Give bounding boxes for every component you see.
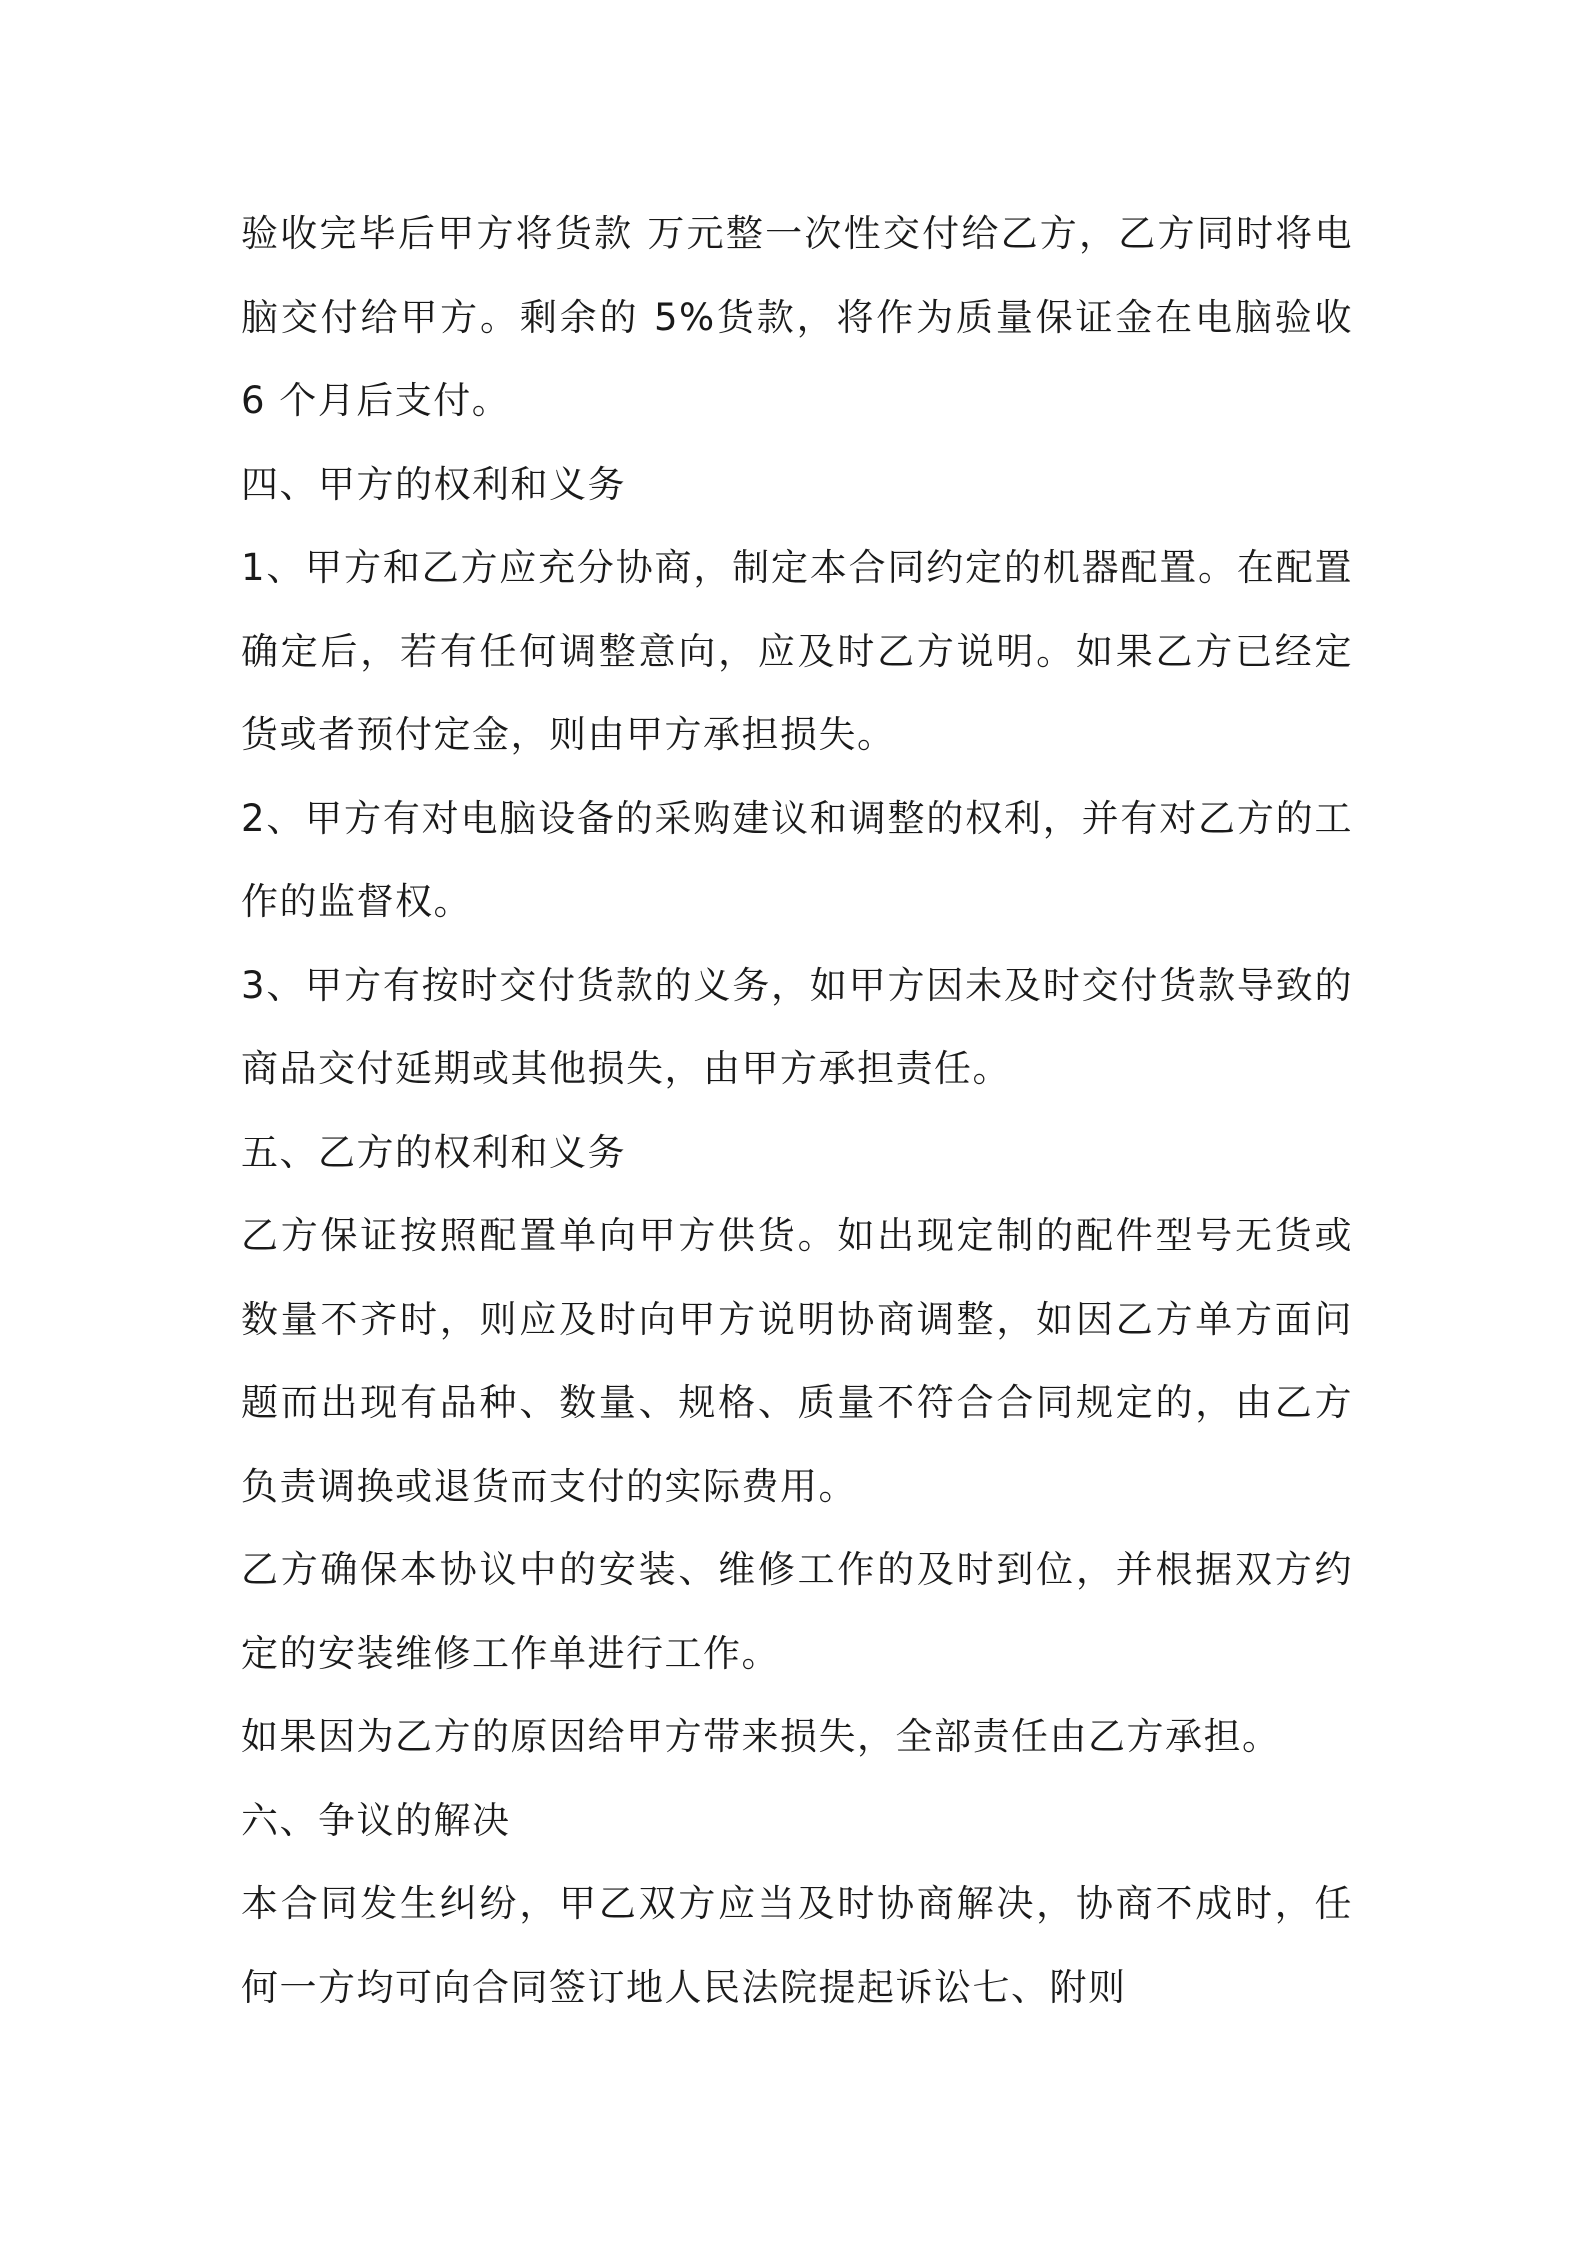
party-b-liability-clause: 如果因为乙方的原因给甲方带来损失，全部责任由乙方承担。 [241, 1715, 1281, 1758]
section-heading-party-b-rights: 五、乙方的权利和义务 [241, 1130, 626, 1174]
party-a-clause-3: 3、甲方有按时交付货款的义务，如甲方因未及时交付货款导致的商品交付延期或其他损失，由甲方承担责任。 [241, 963, 1353, 1090]
dispute-resolution-clause: 本合同发生纠纷，甲乙双方应当及时协商解决，协商不成时，任何一方均可向合同签订地人民法院提起诉讼七、附则 [241, 1882, 1353, 2009]
document-body [241, 192, 1353, 2029]
section-heading-dispute-resolution: 六、争议的解决 [241, 1798, 511, 1842]
party-b-supply-clause: 乙方保证按照配置单向甲方供货。如出现定制的配件型号无货或数量不齐时，则应及时向甲方说明协商调整，如因乙方单方面问题而出现有品种、数量、规格、质量不符合合同规定的，由乙方负责调换或退货而支付的实际费用。 [241, 1214, 1353, 1508]
party-b-installation-clause: 乙方确保本协议中的安装、维修工作的及时到位，并根据双方约定的安装维修工作单进行工作。 [241, 1548, 1353, 1675]
payment-terms-paragraph: 验收完毕后甲方将货款 万元整一次性交付给乙方，乙方同时将电脑交付给甲方。剩余的 5%货款，将作为质量保证金在电脑验收 6 个月后支付。 [241, 212, 1353, 422]
section-heading-party-a-rights: 四、甲方的权利和义务 [241, 462, 626, 506]
party-a-clause-1: 1、甲方和乙方应充分协商，制定本合同约定的机器配置。在配置确定后，若有任何调整意向，应及时乙方说明。如果乙方已经定货或者预付定金，则由甲方承担损失。 [241, 546, 1353, 756]
party-a-clause-2: 2、甲方有对电脑设备的采购建议和调整的权利，并有对乙方的工作的监督权。 [241, 796, 1353, 923]
